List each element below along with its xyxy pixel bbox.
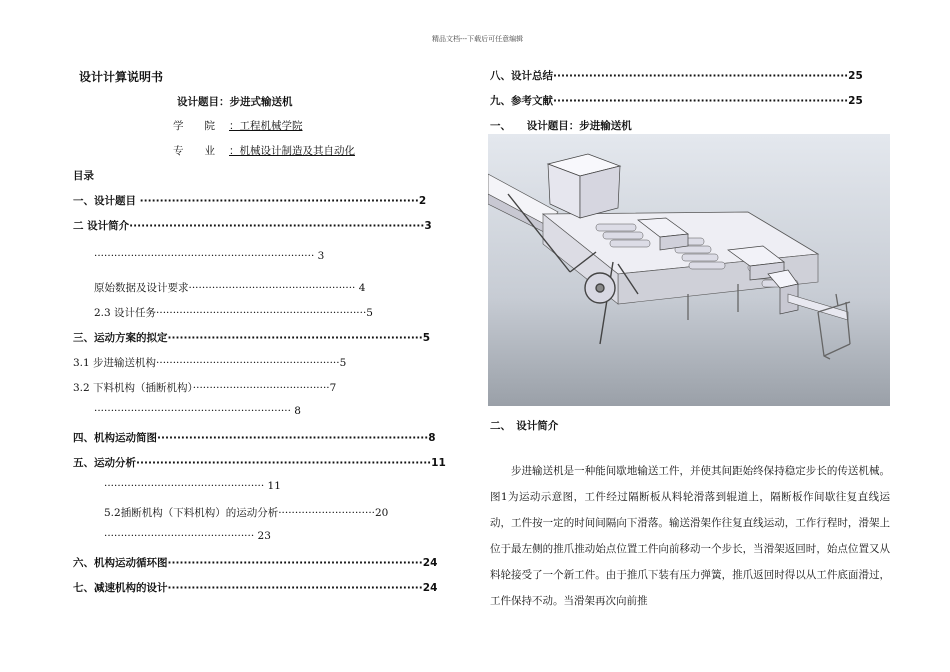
page-header-note: 精品文档---下载后可任意编辑: [432, 35, 524, 43]
toc-entry[interactable]: ·································································· 3: [94, 250, 325, 262]
toc-entry[interactable]: 四、机构运动简图····································································8: [73, 432, 436, 444]
toc-entry[interactable]: 八、设计总结··········································································25: [490, 70, 863, 82]
toc-entry[interactable]: 3.2 下料机构（插断机构）·········································7: [73, 382, 337, 394]
college-value: ：工程机械学院: [229, 120, 303, 132]
intro-paragraph-text: 步进输送机是一种能间歇地输送工件，并使其间距始终保持稳定步长的传送机械。图1为运动示意图，工件经过隔断板从料轮滑落到辊道上，隔断板作间歇往复直线运动，工件按一定的时间间隔向下滑落。输送滑架作往复直线运动，工作行程时，滑架上位于最左侧的推爪推动始点位置工件向前移动一个步长，当滑架返回时，始点位置又从料轮接受了一个新工件。由于推爪下装有压力弹簧，推爪返回时得以从工件底面滑过，工件保持不动。当滑架再次向前推: [490, 465, 890, 607]
college-label: 学 院: [173, 120, 215, 132]
toc-heading: 目录: [73, 170, 94, 182]
intro-paragraph: [490, 458, 890, 614]
toc-entry[interactable]: 5.2插断机构（下料机构）的运动分析·····························20: [104, 507, 389, 519]
toc-entry[interactable]: ··························································· 8: [94, 405, 301, 417]
toc-entry[interactable]: 一、设计题目 ······································································2: [73, 195, 427, 207]
toc-entry[interactable]: ············································· 23: [104, 530, 271, 542]
toc-entry[interactable]: 二 设计简介··········································································3: [73, 220, 432, 232]
major-label: 专 业: [173, 145, 215, 157]
toc-entry[interactable]: 九、参考文献··········································································25: [490, 95, 863, 107]
section-heading-2: 二、 设计简介: [490, 420, 559, 432]
section-heading-1: 一、 设计题目：步进输送机: [490, 120, 632, 132]
toc-entry[interactable]: 七、减速机构的设计································································24: [73, 582, 438, 594]
design-subject: 设计题目：步进式输送机: [177, 96, 293, 108]
toc-entry[interactable]: 三、运动方案的拟定································································5: [73, 332, 431, 344]
toc-entry[interactable]: 原始数据及设计要求·················································· 4: [94, 282, 366, 294]
major-value: ：机械设计制造及其自动化: [229, 145, 355, 157]
toc-entry[interactable]: 2.3 设计任务·······························································5: [94, 307, 373, 319]
toc-entry[interactable]: 3.1 步进输送机构·······················································5: [73, 357, 347, 369]
toc-entry[interactable]: 五、运动分析··········································································11: [73, 457, 446, 469]
document-title: 设计计算说明书: [79, 70, 164, 84]
toc-entry[interactable]: ················································ 11: [104, 480, 281, 492]
toc-entry[interactable]: 六、机构运动循环图································································24: [73, 557, 438, 569]
conveyor-3d-render-icon: [488, 134, 890, 406]
